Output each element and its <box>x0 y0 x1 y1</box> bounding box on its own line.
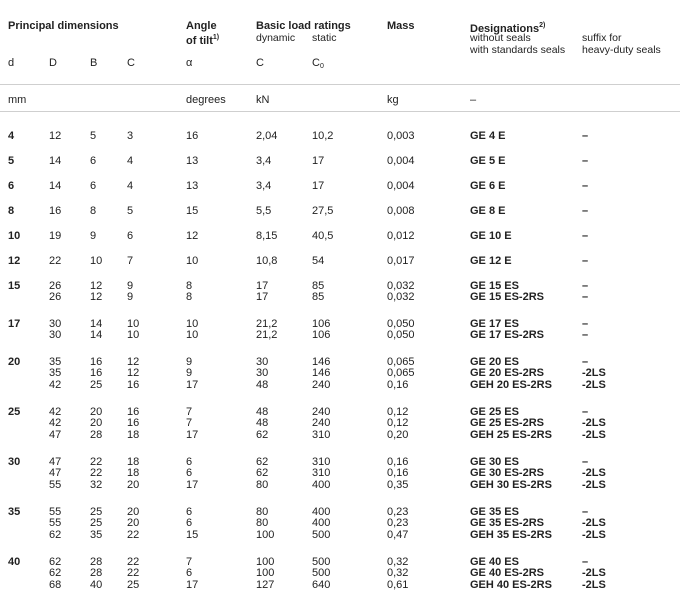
cell-d: 47 <box>49 428 62 441</box>
cell-c: 9 <box>127 280 134 292</box>
cell-d: 55 <box>49 478 62 491</box>
cell-mass: 0,23 <box>387 506 409 518</box>
cell-d: 30 <box>49 329 62 342</box>
cell-cdyn: 3,4 <box>256 180 272 192</box>
cell-b: 32 <box>90 478 103 491</box>
cell-cdyn: 48 <box>256 378 269 391</box>
cell-cdyn: 100 <box>256 556 275 568</box>
cell-c: 20 <box>127 506 140 518</box>
bore-diameter-d: 12 <box>8 255 21 267</box>
symbol-B: B <box>90 57 98 69</box>
cell-c0: 400 <box>312 506 331 518</box>
cell-b: 5 <box>90 130 97 142</box>
cell-c0: 640 <box>312 578 331 591</box>
cell-b: 9 <box>90 230 97 242</box>
cell-alpha: 16 <box>186 130 199 142</box>
cell-c0: 400 <box>312 478 331 491</box>
cell-alpha: 15 <box>186 205 199 217</box>
cell-des: GE 5 E <box>470 155 506 167</box>
symbol-C: C <box>127 57 135 69</box>
cell-suffix: – <box>582 318 589 330</box>
cell-suffix: – <box>582 280 589 292</box>
cell-suffix: -2LS <box>582 528 606 541</box>
cell-d: 19 <box>49 230 62 242</box>
cell-b: 35 <box>90 528 103 541</box>
cell-d: 47 <box>49 456 62 468</box>
cell-des: GE 35 ES <box>470 506 519 518</box>
cell-b: 8 <box>90 205 97 217</box>
cell-suffix: – <box>582 230 589 242</box>
cell-c: 25 <box>127 578 140 591</box>
cell-b: 16 <box>90 367 103 380</box>
header-suffix-line2: heavy-duty seals <box>582 44 661 56</box>
cell-des: GEH 40 ES-2RS <box>470 578 552 591</box>
cell-c: 12 <box>127 356 140 368</box>
cell-b: 40 <box>90 578 103 591</box>
bore-diameter-d: 5 <box>8 155 15 167</box>
bore-diameter-d: 35 <box>8 506 21 518</box>
cell-b: 14 <box>90 318 103 330</box>
cell-c0: 40,5 <box>312 230 334 242</box>
cell-b: 12 <box>90 291 103 304</box>
cell-c0: 146 <box>312 356 331 368</box>
bore-diameter-d: 20 <box>8 356 21 368</box>
cell-d: 30 <box>49 318 62 330</box>
cell-d: 47 <box>49 467 62 480</box>
cell-cdyn: 48 <box>256 417 269 430</box>
cell-mass: 0,050 <box>387 329 415 342</box>
cell-b: 10 <box>90 255 103 267</box>
cell-mass: 0,16 <box>387 467 409 480</box>
cell-suffix: -2LS <box>582 567 606 580</box>
header-angle-text: of tilt <box>186 35 213 47</box>
cell-c0: 106 <box>312 318 331 330</box>
cell-c0: 10,2 <box>312 130 334 142</box>
header-divider <box>0 84 680 85</box>
cell-c0: 310 <box>312 456 331 468</box>
cell-suffix: -2LS <box>582 428 606 441</box>
cell-d: 26 <box>49 280 62 292</box>
bore-diameter-d: 30 <box>8 456 21 468</box>
symbol-alpha: α <box>186 57 193 69</box>
cell-c0: 17 <box>312 180 325 192</box>
cell-d: 26 <box>49 291 62 304</box>
cell-d: 55 <box>49 506 62 518</box>
cell-b: 25 <box>90 378 103 391</box>
cell-b: 16 <box>90 356 103 368</box>
cell-c: 18 <box>127 467 140 480</box>
cell-mass: 0,20 <box>387 428 409 441</box>
cell-c0: 146 <box>312 367 331 380</box>
cell-c: 4 <box>127 155 134 167</box>
cell-suffix: – <box>582 180 589 192</box>
cell-mass: 0,23 <box>387 517 409 530</box>
cell-des: GE 17 ES <box>470 318 519 330</box>
cell-cdyn: 30 <box>256 367 269 380</box>
cell-c0: 85 <box>312 291 325 304</box>
cell-suffix: – <box>582 155 589 167</box>
cell-b: 22 <box>90 456 103 468</box>
cell-suffix: – <box>582 329 589 342</box>
cell-c0: 106 <box>312 329 331 342</box>
cell-d: 62 <box>49 567 62 580</box>
cell-alpha: 10 <box>186 318 199 330</box>
cell-d: 12 <box>49 130 62 142</box>
cell-des: GE 4 E <box>470 130 506 142</box>
cell-c: 9 <box>127 291 134 304</box>
bore-diameter-d: 6 <box>8 180 15 192</box>
cell-c: 6 <box>127 230 134 242</box>
cell-des: GEH 25 ES-2RS <box>470 428 552 441</box>
cell-suffix: – <box>582 356 589 368</box>
cell-c0: 240 <box>312 406 331 418</box>
header-angle-line1: Angle <box>186 20 217 32</box>
cell-c0: 500 <box>312 567 331 580</box>
cell-suffix: – <box>582 130 589 142</box>
unit-kn: kN <box>256 94 270 106</box>
cell-d: 42 <box>49 378 62 391</box>
cell-mass: 0,008 <box>387 205 415 217</box>
cell-c0: 240 <box>312 378 331 391</box>
cell-mass: 0,065 <box>387 356 415 368</box>
cell-des: GE 40 ES-2RS <box>470 567 544 580</box>
symbol-c0-subscript: 0 <box>319 63 324 70</box>
cell-c: 3 <box>127 130 134 142</box>
cell-alpha: 6 <box>186 567 193 580</box>
cell-mass: 0,47 <box>387 528 409 541</box>
cell-alpha: 8 <box>186 280 193 292</box>
cell-c0: 27,5 <box>312 205 334 217</box>
cell-b: 12 <box>90 280 103 292</box>
cell-b: 6 <box>90 155 97 167</box>
cell-mass: 0,12 <box>387 417 409 430</box>
cell-d: 62 <box>49 556 62 568</box>
cell-cdyn: 80 <box>256 478 269 491</box>
cell-b: 28 <box>90 556 103 568</box>
cell-cdyn: 48 <box>256 406 269 418</box>
header-without-seals: without seals <box>470 32 531 44</box>
cell-c: 22 <box>127 556 140 568</box>
cell-suffix: -2LS <box>582 517 606 530</box>
cell-c: 22 <box>127 528 140 541</box>
cell-c: 10 <box>127 318 140 330</box>
symbol-c0-letter: C <box>312 57 320 69</box>
cell-suffix: -2LS <box>582 478 606 491</box>
cell-des: GE 20 ES-2RS <box>470 367 544 380</box>
cell-cdyn: 8,15 <box>256 230 278 242</box>
cell-alpha: 7 <box>186 417 193 430</box>
cell-suffix: – <box>582 456 589 468</box>
cell-b: 22 <box>90 467 103 480</box>
cell-alpha: 17 <box>186 478 199 491</box>
cell-c0: 500 <box>312 528 331 541</box>
cell-alpha: 7 <box>186 556 193 568</box>
cell-c: 7 <box>127 255 134 267</box>
cell-b: 25 <box>90 506 103 518</box>
cell-cdyn: 5,5 <box>256 205 272 217</box>
cell-c0: 500 <box>312 556 331 568</box>
cell-suffix: – <box>582 406 589 418</box>
cell-cdyn: 100 <box>256 567 275 580</box>
cell-des: GE 15 ES-2RS <box>470 291 544 304</box>
unit-kg: kg <box>387 94 399 106</box>
cell-alpha: 15 <box>186 528 199 541</box>
cell-mass: 0,032 <box>387 280 415 292</box>
unit-degrees: degrees <box>186 94 226 106</box>
cell-cdyn: 30 <box>256 356 269 368</box>
cell-mass: 0,32 <box>387 567 409 580</box>
cell-alpha: 7 <box>186 406 193 418</box>
cell-mass: 0,032 <box>387 291 415 304</box>
header-angle-footnote: 1) <box>212 34 220 41</box>
cell-suffix: – <box>582 556 589 568</box>
cell-c: 10 <box>127 329 140 342</box>
bore-diameter-d: 10 <box>8 230 21 242</box>
cell-des: GE 12 E <box>470 255 512 267</box>
bore-diameter-d: 40 <box>8 556 21 568</box>
bore-diameter-d: 25 <box>8 406 21 418</box>
cell-suffix: – <box>582 255 589 267</box>
cell-alpha: 17 <box>186 378 199 391</box>
cell-d: 14 <box>49 155 62 167</box>
units-divider <box>0 111 680 112</box>
cell-cdyn: 21,2 <box>256 318 278 330</box>
cell-mass: 0,61 <box>387 578 409 591</box>
cell-des: GE 30 ES-2RS <box>470 467 544 480</box>
header-basic-load-ratings: Basic load ratings <box>256 20 351 32</box>
cell-mass: 0,12 <box>387 406 409 418</box>
cell-cdyn: 62 <box>256 428 269 441</box>
cell-mass: 0,012 <box>387 230 415 242</box>
cell-mass: 0,35 <box>387 478 409 491</box>
cell-des: GE 35 ES-2RS <box>470 517 544 530</box>
cell-suffix: – <box>582 506 589 518</box>
cell-d: 14 <box>49 180 62 192</box>
cell-alpha: 17 <box>186 428 199 441</box>
cell-d: 62 <box>49 528 62 541</box>
cell-suffix: -2LS <box>582 367 606 380</box>
symbol-c-dynamic: C <box>256 57 264 69</box>
cell-cdyn: 21,2 <box>256 329 278 342</box>
cell-cdyn: 127 <box>256 578 275 591</box>
cell-d: 68 <box>49 578 62 591</box>
cell-c: 16 <box>127 417 140 430</box>
cell-d: 35 <box>49 356 62 368</box>
cell-mass: 0,004 <box>387 155 415 167</box>
cell-mass: 0,003 <box>387 130 415 142</box>
cell-c: 20 <box>127 517 140 530</box>
header-designations-text: Designations <box>470 23 540 35</box>
cell-des: GEH 20 ES-2RS <box>470 378 552 391</box>
cell-mass: 0,050 <box>387 318 415 330</box>
cell-b: 28 <box>90 428 103 441</box>
cell-b: 25 <box>90 517 103 530</box>
header-static: static <box>312 32 337 44</box>
cell-alpha: 8 <box>186 291 193 304</box>
cell-alpha: 9 <box>186 367 193 380</box>
cell-des: GE 17 ES-2RS <box>470 329 544 342</box>
cell-cdyn: 10,8 <box>256 255 278 267</box>
cell-c: 5 <box>127 205 134 217</box>
cell-alpha: 13 <box>186 180 199 192</box>
cell-des: GE 10 E <box>470 230 512 242</box>
cell-cdyn: 80 <box>256 506 269 518</box>
cell-c: 4 <box>127 180 134 192</box>
cell-c0: 17 <box>312 155 325 167</box>
cell-cdyn: 62 <box>256 456 269 468</box>
cell-c0: 400 <box>312 517 331 530</box>
header-principal-dimensions: Principal dimensions <box>8 20 119 32</box>
symbol-D: D <box>49 57 57 69</box>
cell-d: 22 <box>49 255 62 267</box>
cell-b: 20 <box>90 406 103 418</box>
cell-c: 18 <box>127 456 140 468</box>
symbol-d: d <box>8 57 15 69</box>
cell-alpha: 12 <box>186 230 199 242</box>
cell-d: 42 <box>49 417 62 430</box>
cell-c: 20 <box>127 478 140 491</box>
bore-diameter-d: 17 <box>8 318 21 330</box>
cell-suffix: -2LS <box>582 378 606 391</box>
cell-alpha: 6 <box>186 456 193 468</box>
cell-des: GE 6 E <box>470 180 506 192</box>
header-suffix-line1: suffix for <box>582 32 622 44</box>
cell-cdyn: 17 <box>256 291 269 304</box>
bore-diameter-d: 15 <box>8 280 21 292</box>
cell-mass: 0,004 <box>387 180 415 192</box>
cell-d: 55 <box>49 517 62 530</box>
cell-cdyn: 100 <box>256 528 275 541</box>
cell-alpha: 10 <box>186 255 199 267</box>
header-with-standard-seals: with standards seals <box>470 44 566 56</box>
cell-cdyn: 80 <box>256 517 269 530</box>
cell-des: GE 25 ES <box>470 406 519 418</box>
bore-diameter-d: 4 <box>8 130 15 142</box>
cell-c: 12 <box>127 367 140 380</box>
cell-alpha: 17 <box>186 578 199 591</box>
cell-mass: 0,065 <box>387 367 415 380</box>
header-angle-line2 <box>186 32 219 47</box>
cell-suffix: -2LS <box>582 467 606 480</box>
cell-c0: 310 <box>312 428 331 441</box>
cell-c0: 85 <box>312 280 325 292</box>
cell-mass: 0,32 <box>387 556 409 568</box>
cell-cdyn: 3,4 <box>256 155 272 167</box>
unit-dash: – <box>470 94 477 106</box>
header-mass: Mass <box>387 20 415 32</box>
cell-des: GE 25 ES-2RS <box>470 417 544 430</box>
cell-c: 16 <box>127 378 140 391</box>
unit-mm: mm <box>8 94 27 106</box>
cell-b: 14 <box>90 329 103 342</box>
cell-d: 42 <box>49 406 62 418</box>
cell-c: 16 <box>127 406 140 418</box>
cell-suffix: – <box>582 291 589 304</box>
cell-c: 18 <box>127 428 140 441</box>
cell-des: GE 8 E <box>470 205 506 217</box>
cell-b: 6 <box>90 180 97 192</box>
cell-des: GEH 30 ES-2RS <box>470 478 552 491</box>
cell-suffix: -2LS <box>582 578 606 591</box>
cell-alpha: 6 <box>186 506 193 518</box>
cell-alpha: 13 <box>186 155 199 167</box>
cell-alpha: 10 <box>186 329 199 342</box>
cell-mass: 0,16 <box>387 378 409 391</box>
cell-alpha: 9 <box>186 356 193 368</box>
symbol-c0-static <box>312 57 324 73</box>
cell-des: GE 30 ES <box>470 456 519 468</box>
cell-suffix: -2LS <box>582 417 606 430</box>
header-dynamic: dynamic <box>256 32 296 44</box>
cell-alpha: 6 <box>186 517 193 530</box>
cell-mass: 0,017 <box>387 255 415 267</box>
cell-suffix: – <box>582 205 589 217</box>
cell-des: GE 15 ES <box>470 280 519 292</box>
cell-des: GE 20 ES <box>470 356 519 368</box>
cell-cdyn: 62 <box>256 467 269 480</box>
cell-b: 20 <box>90 417 103 430</box>
cell-alpha: 6 <box>186 467 193 480</box>
cell-cdyn: 17 <box>256 280 269 292</box>
cell-des: GE 40 ES <box>470 556 519 568</box>
cell-c: 22 <box>127 567 140 580</box>
cell-c0: 54 <box>312 255 325 267</box>
cell-d: 16 <box>49 205 62 217</box>
cell-c0: 240 <box>312 417 331 430</box>
cell-d: 35 <box>49 367 62 380</box>
cell-c0: 310 <box>312 467 331 480</box>
cell-cdyn: 2,04 <box>256 130 278 142</box>
cell-des: GEH 35 ES-2RS <box>470 528 552 541</box>
cell-mass: 0,16 <box>387 456 409 468</box>
bore-diameter-d: 8 <box>8 205 15 217</box>
header-designations-footnote: 2) <box>539 22 546 29</box>
cell-b: 28 <box>90 567 103 580</box>
